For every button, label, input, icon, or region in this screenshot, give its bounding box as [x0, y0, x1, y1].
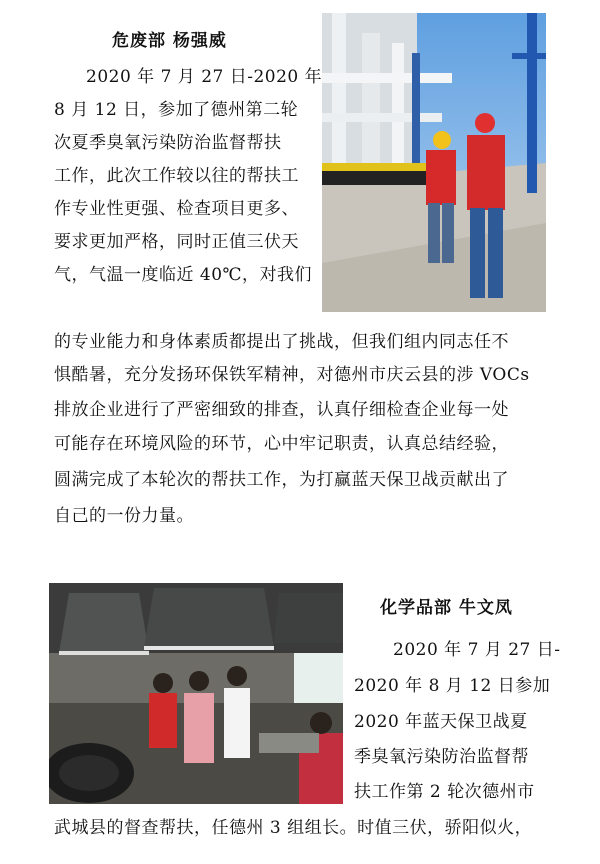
s1-line-9: 惧酷暑，充分发扬环保铁军精神，对德州市庆云县的涉 VOCs	[54, 365, 530, 385]
s2-line-3: 2020 年蓝天保卫战夏	[354, 712, 528, 732]
s1-line-4: 工作，此次工作较以往的帮扶工	[54, 166, 299, 186]
inspection-photo-pipes	[322, 13, 546, 312]
s1-line-5: 作专业性更强、检查项目更多、	[54, 199, 299, 219]
inspection-photo-workshop	[49, 583, 343, 804]
s1-line-8: 的专业能力和身体素质都提出了挑战，但我们组内同志任不	[54, 332, 509, 352]
s1-line-2: 8 月 12 日，参加了德州第二轮	[54, 100, 299, 120]
s1-line-11: 可能存在环境风险的环节，心中牢记职责，认真总结经验，	[54, 434, 509, 454]
s1-line-3: 次夏季臭氧污染防治监督帮扶	[54, 133, 282, 153]
s1-line-1: 2020 年 7 月 27 日-2020 年	[86, 67, 323, 87]
s1-line-13: 自己的一份力量。	[54, 506, 194, 526]
s2-line-1: 2020 年 7 月 27 日-	[393, 640, 561, 660]
s1-line-10: 排放企业进行了严密细致的排查，认真仔细检查企业每一处	[54, 400, 509, 420]
section1-heading: 危废部 杨强威	[112, 31, 227, 51]
s2-line-2: 2020 年 8 月 12 日参加	[354, 676, 551, 696]
s2-line-4: 季臭氧污染防治监督帮	[354, 747, 529, 767]
s1-line-6: 要求更加严格，同时正值三伏天	[54, 232, 299, 252]
s2-line-6: 武城县的督查帮扶，任德州 3 组组长。时值三伏，骄阳似火，	[54, 818, 533, 838]
s1-line-12: 圆满完成了本轮次的帮扶工作，为打赢蓝天保卫战贡献出了	[54, 470, 509, 490]
s1-line-7: 气，气温一度临近 40℃，对我们	[54, 265, 313, 285]
s2-line-5: 扶工作第 2 轮次德州市	[354, 782, 535, 802]
section2-heading: 化学品部 牛文凤	[380, 598, 513, 618]
